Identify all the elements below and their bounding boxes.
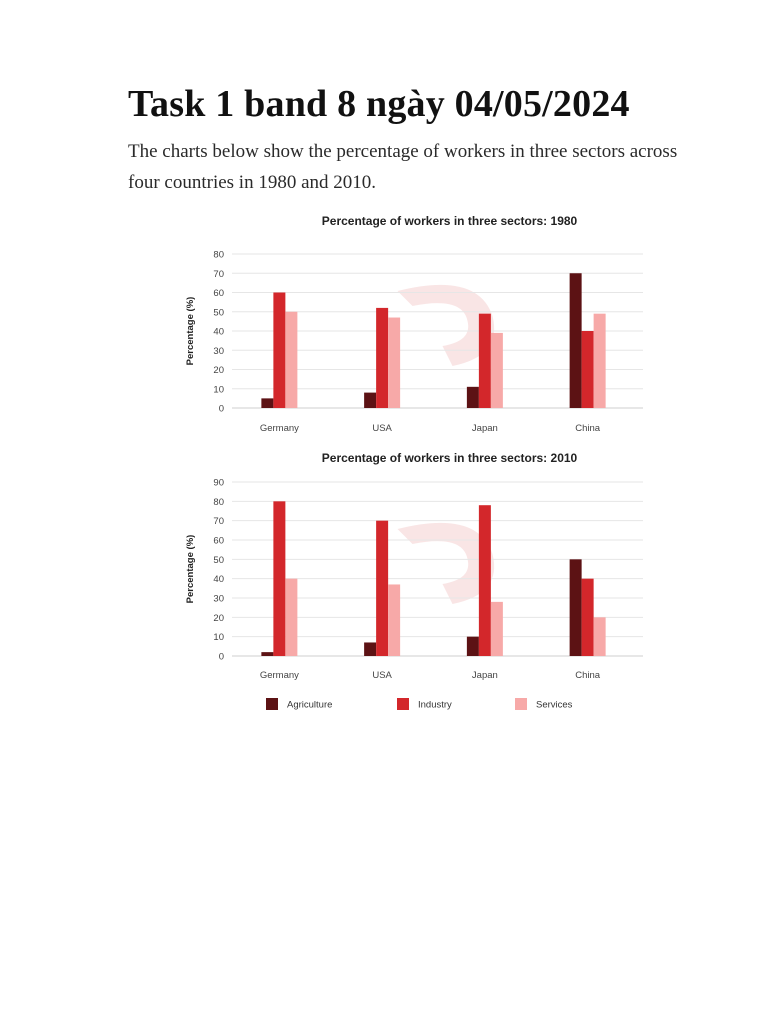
y-tick-label: 50 [213, 554, 224, 566]
y-tick-label: 10 [213, 384, 224, 396]
bar-usa-agriculture [364, 642, 376, 656]
y-tick-label: 40 [213, 574, 224, 586]
y-tick-label: 30 [213, 345, 224, 357]
y-tick-label: 0 [218, 403, 224, 415]
bar-germany-services [285, 312, 297, 408]
bar-japan-agriculture [467, 387, 479, 408]
x-category-label: China [575, 423, 601, 434]
bar-china-agriculture [570, 273, 582, 408]
legend-label-services: Services [536, 699, 573, 711]
bar-usa-agriculture [364, 393, 376, 408]
y-tick-label: 10 [213, 632, 224, 644]
bar-japan-industry [479, 314, 491, 408]
y-tick-label: 80 [213, 249, 224, 261]
y-tick-label: 60 [213, 288, 224, 299]
bar-usa-industry [376, 308, 388, 408]
legend-label-agriculture: Agriculture [287, 699, 333, 711]
page-title: Task 1 band 8 ngày 04/05/2024 [128, 83, 630, 125]
bar-germany-services [285, 579, 297, 656]
x-category-label: Japan [471, 423, 498, 434]
y-tick-label: 70 [213, 516, 224, 528]
y-tick-label: 30 [213, 593, 224, 605]
x-category-label: Germany [259, 423, 299, 434]
bar-germany-industry [273, 293, 285, 409]
bar-china-services [594, 617, 606, 656]
x-category-label: USA [372, 423, 392, 434]
legend-swatch-agriculture [266, 698, 278, 710]
chart-title: Percentage of workers in three sectors: 2010 [321, 451, 578, 465]
y-tick-label: 20 [213, 365, 224, 376]
bar-germany-agriculture [261, 398, 273, 408]
legend-swatch-industry [397, 698, 409, 710]
y-tick-label: 90 [213, 477, 224, 489]
bar-usa-services [388, 584, 400, 656]
bar-china-agriculture [570, 559, 582, 656]
x-category-label: USA [372, 670, 392, 681]
bar-usa-industry [376, 521, 388, 656]
page-description: The charts below show the percentage of workers in three sectors across four countries in 1980 and 2010. [128, 141, 678, 193]
y-tick-label: 0 [218, 651, 224, 663]
legend [266, 698, 573, 711]
legend-label-industry: Industry [418, 699, 452, 711]
bar-usa-services [388, 318, 400, 408]
y-tick-label: 80 [213, 496, 224, 508]
bar-germany-industry [273, 501, 285, 656]
bar-china-services [594, 314, 606, 408]
bar-china-industry [582, 331, 594, 408]
chart-1 [185, 451, 643, 681]
bar-china-industry [582, 579, 594, 656]
x-category-label: Japan [471, 670, 498, 681]
chart-0 [185, 214, 643, 434]
y-tick-label: 40 [213, 326, 224, 338]
x-category-label: China [575, 670, 601, 681]
y-axis-label: Percentage (%) [185, 296, 196, 366]
chart-title: Percentage of workers in three sectors: 1980 [321, 214, 578, 228]
y-axis-label: Percentage (%) [185, 534, 196, 604]
bar-japan-services [491, 602, 503, 656]
y-tick-label: 20 [213, 612, 224, 624]
bar-germany-agriculture [261, 652, 273, 656]
bar-japan-agriculture [467, 637, 479, 656]
bar-japan-services [491, 333, 503, 408]
x-category-label: Germany [259, 670, 299, 681]
y-tick-label: 60 [213, 535, 224, 547]
legend-swatch-services [515, 698, 527, 710]
y-tick-label: 70 [213, 268, 224, 280]
bar-japan-industry [479, 505, 491, 656]
y-tick-label: 50 [213, 307, 224, 319]
